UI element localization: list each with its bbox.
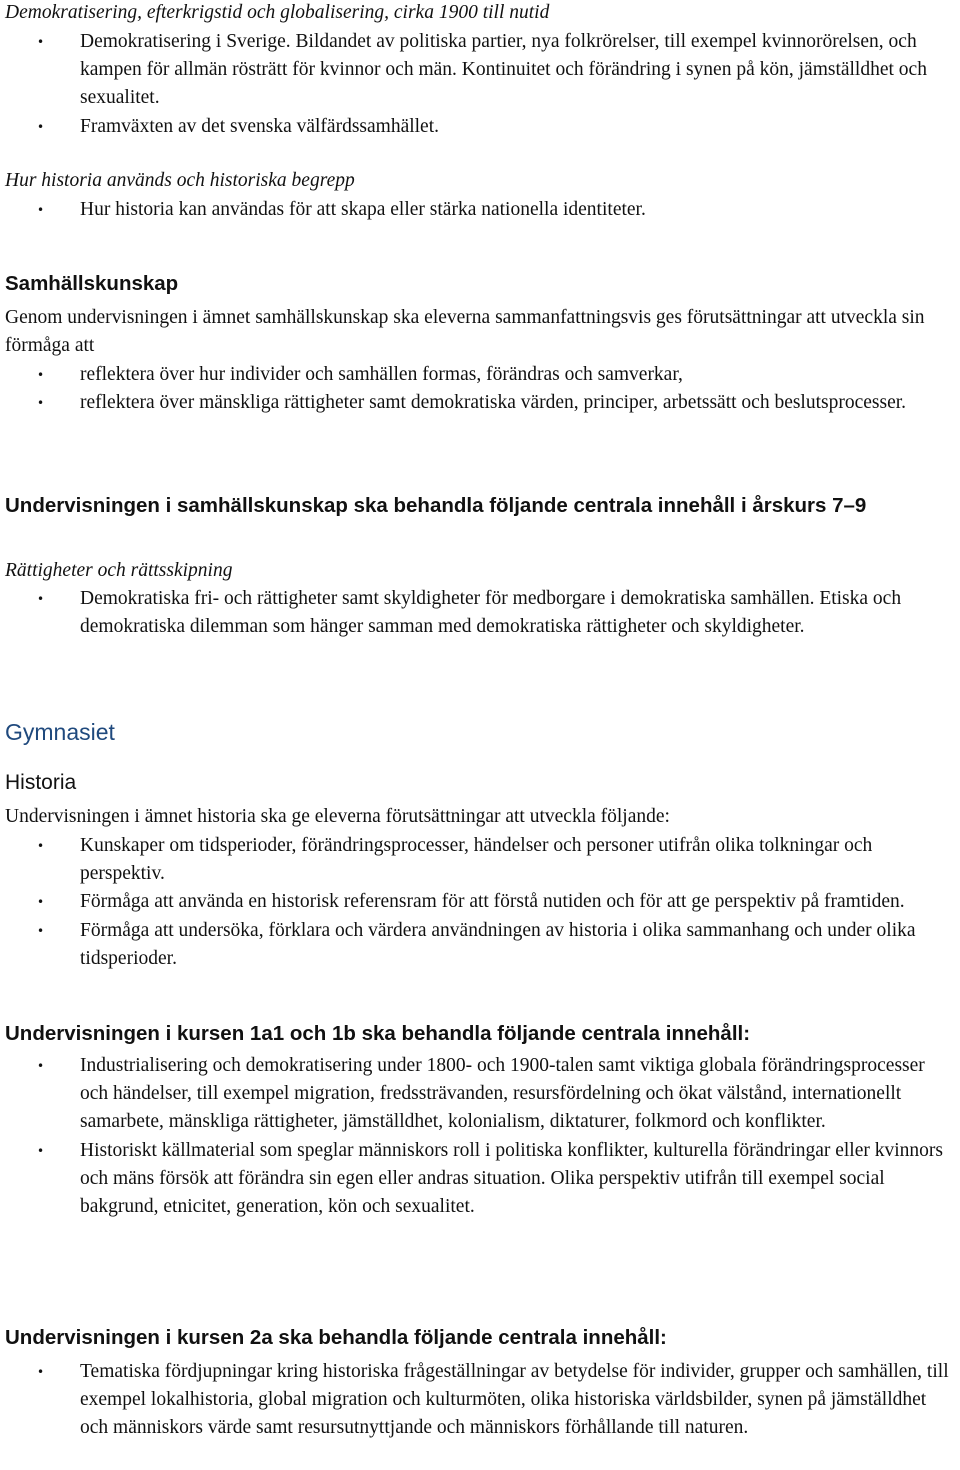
list-item: • Hur historia kan användas för att skapa eller stärka nationella identiteter. [0,196,955,224]
list-democratization [0,28,955,141]
heading-samhallskunskap: Samhällskunskap [5,272,179,295]
list-rights [0,585,955,641]
list-historia [0,832,955,973]
list-item: • reflektera över hur individer och samhällen formas, förändras och samverkar, [0,361,955,389]
list-course-2a [0,1358,955,1443]
list-item: • Industrialisering och demokratisering under 1800- och 1900-talen samt viktiga globala förändringsprocesser och händelser, till exempel migration, fredssträvanden, resursfördelning och ökat välstånd, internationellt samarbete, mänskliga rättigheter, jämställdhet, kolonialism, diktaturer, folkmord och konflikter. [0,1052,955,1137]
heading-samhallskunskap-content: Undervisningen i samhällskunskap ska behandla följande centrala innehåll i årskurs 7–9 [5,494,867,517]
list-samhallskunskap [0,361,955,417]
bullet-icon: • [37,368,45,382]
bullet-icon: • [37,839,45,853]
bullet-icon: • [37,1143,45,1158]
list-item: • Kunskaper om tidsperioder, förändringsprocesser, händelser och personer utifrån olika tolkningar och perspektiv. [0,832,955,888]
list-history-use [0,196,955,224]
heading-course-2a: Undervisningen i kursen 2a ska behandla följande centrala innehåll: [5,1326,667,1349]
historia-intro: Undervisningen i ämnet historia ska ge eleverna förutsättningar att utveckla följande: [5,806,670,827]
list-course-1a1-1b [0,1052,955,1221]
section-heading-history-use: Hur historia används och historiska begrepp [5,170,355,191]
list-item: • Demokratiska fri- och rättigheter samt skyldigheter för medborgare i demokratiska samhällen. Etiska och demokratiska dilemman som hänger samman med demokratiska rättigheter och skyldigheter. [0,585,955,641]
samhallskunskap-intro: Genom undervisningen i ämnet samhällskunskap ska eleverna sammanfattningsvis ges förutsättningar att utveckla sin förmåga att [5,307,925,357]
heading-historia: Historia [5,771,77,794]
list-item: • Historiskt källmaterial som speglar människors roll i politiska konflikter, kulturella förändringar eller kvinnors och mäns försök att förändra sin egen eller andras situation. Olika perspektiv utifrån till exempel social bakgrund, etnicitet, generation, kön och sexualitet. [0,1137,955,1222]
bullet-icon: • [37,1059,45,1073]
list-item: • Tematiska fördjupningar kring historiska frågeställningar av betydelse för individer, grupper och samhällen, till exempel lokalhistoria, global migration och kulturmöten, olika historiska världsbilder, synen på jämställdhet och människors värde samt resursutnyttjande och människors förhållande till naturen. [0,1358,955,1443]
bullet-icon: • [37,35,45,49]
bullet-icon: • [37,203,45,217]
bullet-icon: • [37,923,45,938]
bullet-icon: • [37,1365,45,1379]
section-heading-democratization: Demokratisering, efterkrigstid och globalisering, cirka 1900 till nutid [5,2,550,23]
list-item: • reflektera över mänskliga rättigheter samt demokratiska värden, principer, arbetssätt och beslutsprocesser. [0,389,955,417]
list-item: • Demokratisering i Sverige. Bildandet av politiska partier, nya folkrörelser, till exempel kvinnorörelsen, och kampen för allmän rösträtt för kvinnor och män. Kontinuitet och förändring i synen på kön, jämställdhet och sexualitet. [0,28,955,113]
bullet-icon: • [37,895,45,910]
heading-gymnasiet: Gymnasiet [5,719,115,745]
subheading-rights: Rättigheter och rättsskipning [5,560,233,581]
bullet-icon: • [37,119,45,134]
heading-course-1a1-1b: Undervisningen i kursen 1a1 och 1b ska behandla följande centrala innehåll: [5,1022,751,1045]
bullet-icon: • [37,396,45,411]
bullet-icon: • [37,592,45,606]
list-item: • Framväxten av det svenska välfärdssamhället. [0,113,955,141]
list-item: • Förmåga att använda en historisk referensram för att förstå nutiden och för att ge perspektiv på framtiden. [0,888,955,916]
list-item: • Förmåga att undersöka, förklara och värdera användningen av historia i olika sammanhang och under olika tidsperioder. [0,917,955,973]
